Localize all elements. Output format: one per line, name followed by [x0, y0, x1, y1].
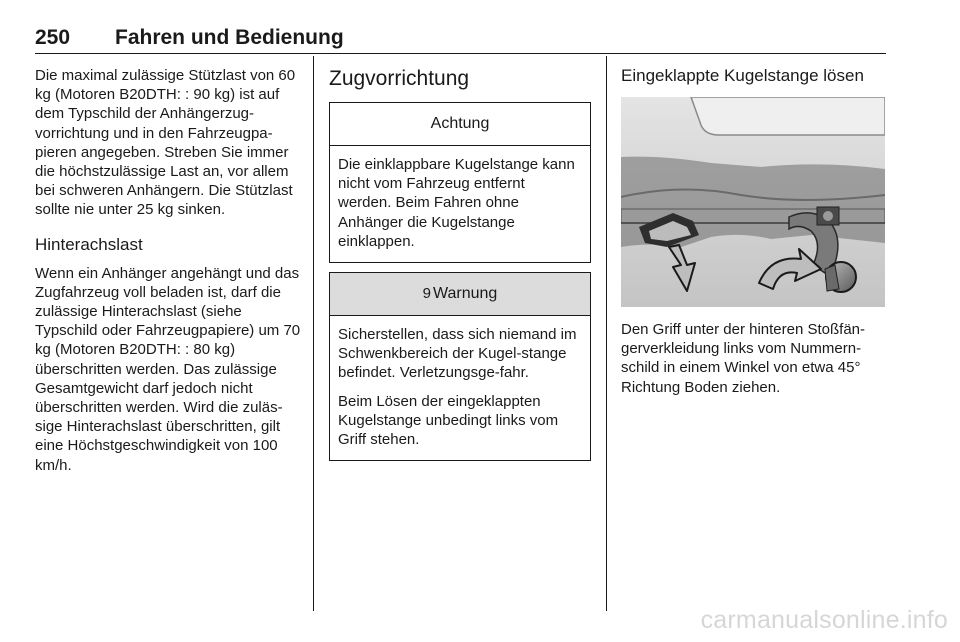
towing-device-heading: Zugvorrichtung	[329, 67, 470, 90]
warning-title: Warnung	[433, 285, 498, 303]
release-ball-bar-heading: Eingeklappte Kugelstange lösen	[621, 66, 864, 85]
column-divider-1	[313, 56, 314, 611]
page-header	[35, 22, 885, 52]
column-middle	[329, 64, 591, 461]
release-instruction-text: Den Griff unter der hinteren Stoßfän-gerverkleidung links vom Nummern-schild in einem Winkel von etwa 45° Richtung Boden ziehen.	[621, 321, 866, 396]
warning-text-2: Beim Lösen der eingeklappten Kugelstange unbedingt links vom Griff stehen.	[338, 392, 559, 449]
section-title: Fahren und Bedienung	[115, 26, 344, 49]
caution-box	[329, 102, 591, 263]
rear-axle-load-paragraph: Wenn ein Anhänger angehängt und das Zugfahrzeug voll beladen ist, darf die zulässige Hinterachslast (siehe Typschild oder Fahrzeugpapiere) um 70 kg (Motoren B20DTH: : 80 kg) überschritten werden. Das zulässige Gesamtgewicht darf jedoch nicht überschritten werden. Wird die zuläs-sige Hinterachslast überschritten, gilt eine Höchstgeschwindigkeit von 100 km/h.	[35, 264, 301, 474]
column-left	[35, 66, 303, 475]
tow-bar-illustration	[621, 97, 885, 307]
warning-text-1: Sicherstellen, dass sich niemand im Schwenkbereich der Kugel-stange befindet. Verletzungsge-fahr.	[338, 326, 577, 382]
watermark: carmanualsonline.info	[700, 606, 948, 634]
warning-header	[330, 273, 590, 316]
column-divider-2	[606, 56, 607, 611]
header-rule	[35, 53, 886, 54]
warning-box	[329, 272, 591, 461]
rear-axle-load-heading: Hinterachslast	[35, 234, 143, 254]
page-number: 250	[35, 26, 71, 49]
column-right	[621, 64, 887, 396]
caution-title: Achtung	[330, 103, 590, 146]
tongue-load-paragraph: Die maximal zulässige Stützlast von 60 kg (Motoren B20DTH: : 90 kg) ist auf dem Typschild der Anhängerzug-vorrichtung und in den Fahrzeugpa-pieren angegeben. Streben Sie immer die höchstzulässige Last an, vor allem bei schweren Anhängern. Die Stützlast sollte nie unter 25 kg sinken.	[35, 67, 296, 219]
warning-symbol: 9	[422, 285, 431, 303]
caution-text: Die einklappbare Kugelstange kann nicht vom Fahrzeug entfernt werden. Beim Fahren ohne Anhänger die Kugelstange einklappen.	[338, 156, 575, 250]
